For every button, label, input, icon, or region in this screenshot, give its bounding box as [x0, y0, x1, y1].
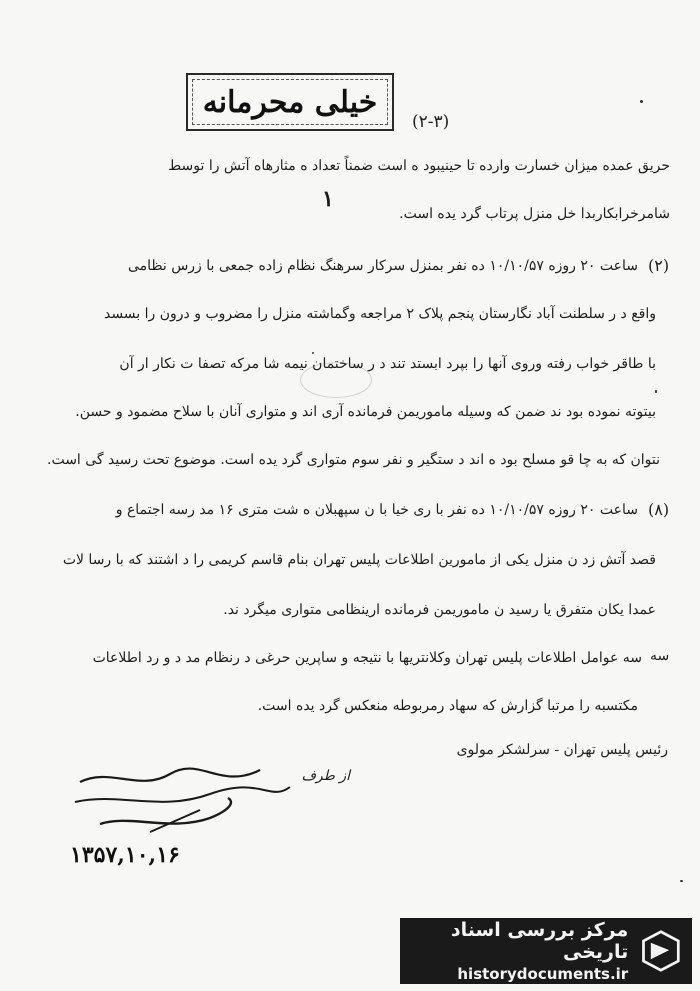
faint-seal — [300, 362, 372, 398]
classification-text: خیلی محرمانه — [202, 84, 378, 120]
text-line-1: حریق عمده میزان خسارت وارده تا حینیبود ه است ضمناً تعداد ه مثارهاه آتش را توسط — [168, 158, 670, 174]
classification-stamp — [186, 73, 394, 131]
dash-marker: سه — [650, 648, 670, 664]
text-line-2: شامرخرابکاربدا خل منزل پرتاب گرد یده است. — [399, 206, 670, 222]
logo-title: مرکز بررسی اسناد تاریخی — [450, 919, 629, 963]
page-number: (۲-۳) — [412, 112, 450, 132]
archive-emblem-icon — [638, 926, 684, 976]
item-number-8: (۸) — [648, 500, 670, 519]
document-date: ۱۳۵۷,۱۰,۱۶ — [70, 842, 180, 868]
archive-logo — [400, 918, 692, 984]
marker-one: ۱ — [322, 186, 334, 212]
text-line-6: بیتوته نموده بود ند ضمن که وسیله ماموریمن فرمانده آری اند و متواری آنان با سلاح مضمود و حسن. — [75, 404, 656, 420]
text-line-5: با طاقر خواب رفته وروی آنها را بپرد ابستد تند د ر ساختمان نیمه شا مرکه تصفا ت نکار ار آن — [119, 356, 656, 372]
signer-title: رئیس پلیس تهران - سرلشکر مولوی — [456, 742, 668, 758]
text-line-12: مکتسبه را مرتبا گزارش که سهاد رمربوطه منعکس گرد یده است. — [257, 698, 638, 714]
logo-url: historydocuments.ir — [457, 965, 629, 983]
text-line-11: سه عوامل اطلاعات پلیس تهران وکلانتریها با نتیجه و ساپرین حرغی د رنظام مد د و رد اطلاعات — [92, 650, 642, 666]
text-line-8: ساعت ۲۰ روزه ۱۰/۱۰/۵۷ ده نفر با ری خیا با ن سپهبلان ه شت متری ۱۶ مد رسه اجتماع و — [115, 502, 638, 518]
text-line-4: واقع د ر سلطنت آباد نگارستان پنجم پلاک ۲ مراجعه وگماشته منزل را مضروب و درون را بسسد — [103, 306, 656, 322]
text-line-9: قصد آتش زد ن منزل یکی از مامورین اطلاعات پلیس تهران بنام قاسم کریمی را د اشتند که با رسا لات — [62, 552, 656, 568]
item-number-7: (۲) — [648, 256, 670, 275]
signature-prefix: از طرف — [301, 768, 350, 784]
text-line-10: عمدا یکان متفرق یا رسید ن ماموریمن فرمانده ارینظامی متواری میگرد ند. — [223, 602, 656, 618]
text-line-7: نتوان که به چا قو مسلح بود ه اند د ستگیر و نفر سوم متواری گرد یده است. موضوع تحت رسید گی است. — [47, 452, 660, 468]
text-line-3: ساعت ۲۰ روزه ۱۰/۱۰/۵۷ ده نفر بمنزل سرکار سرهنگ نظام زاده جمعی با زرس نظامی — [127, 258, 638, 274]
